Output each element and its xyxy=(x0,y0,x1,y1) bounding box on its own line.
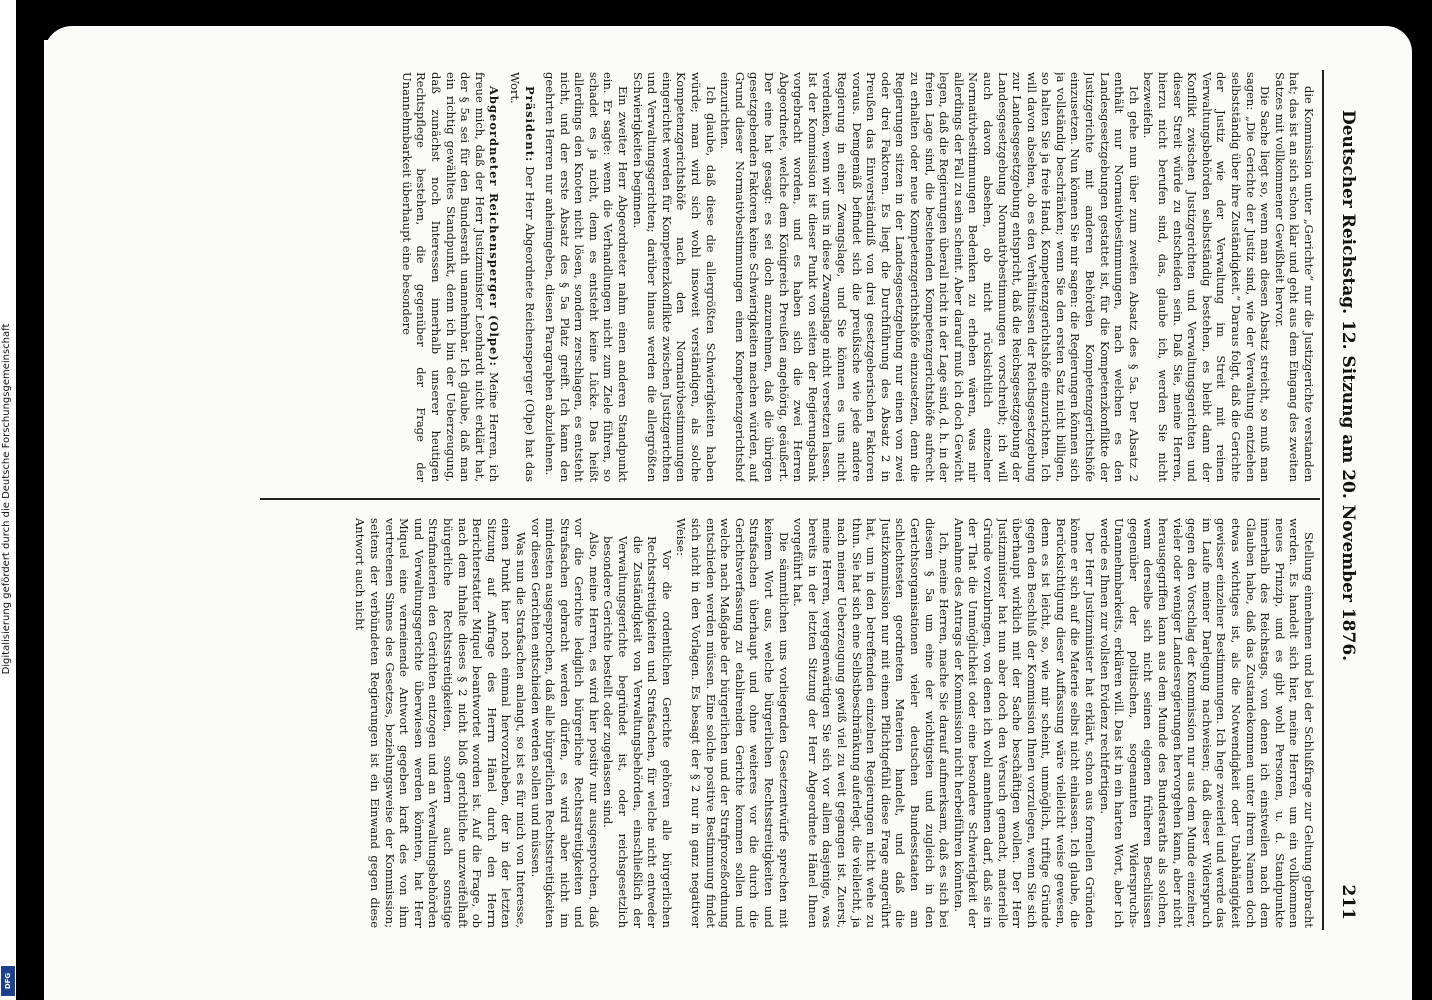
digitization-note: Digitalisierung gefördert durch die Deutsche Forschungsgemeinschaft xyxy=(1,323,12,675)
digitization-footer xyxy=(0,0,16,1000)
speaker-paragraph xyxy=(507,72,536,482)
speaker-name: Abgeordneter Reichensperger (Olpe): xyxy=(487,86,502,367)
paragraph: die Kommission unter „Gerichte“ nur die Justizgerichte verstanden hat; das ist an sich schon klar und geht aus dem Eingang des zweiten Satzes mit vollkommener Gewißheit hervor. xyxy=(1272,72,1316,482)
text-column-right xyxy=(116,518,1316,928)
paragraph: Die sämmtlichen uns vorliegenden Gesetzentwürfe sprechen mit keinem Wort aus, welche bürgerlichen Rechtsstreitigkeiten und Strafsachen überhaupt und ohne weiteres vor die durch die Gerichtsverfassung zu etablirenden Gerichte kommen sollen und welche nach Maßgabe der bürgerlichen und der Strafprozeßordnung entschieden werden müssen. Eine solche positive Bestimmung findet sich nicht in den Vorlagen. Es besagt der § 2 nur in ganz negativer Weise: xyxy=(674,518,791,928)
paragraph: Ich gehe nun über zum zweiten Absatz des § 5a. Der Absatz 2 enthält nur Normativbestimmungen, nach welchen es den Landesgesetzgebungen gestattet ist, für die Kompetenzkonflikte der Justizgerichte mit anderen Behörden Kompetenzgerichtshöfe einzusetzen. Nun können Sie mir sagen: die Regierungen können sich ja vollständig beschränken; wenn Sie den ersten Satz nicht billigen, so halten Sie ja freie Hand, Kompetenzgerichtshöfe einzurichten. Ich will davon absehen, ob es den Verhältnissen der Reichsgesetzgebung zur Landesgesetzgebung entspricht, daß die Reichsgesetzgebung der Landesgesetzgebung Normativbestimmungen vorschreibt; ich will auch davon absehen, ob nicht rücksichtlich einzelner Normativbestimmungen Bedenken zu erheben wären, was mir allerdings der Fall zu sein scheint. Aber darauf muß ich doch Gewicht legen, daß die Regierungen überall nicht in der Lage sind, d. h. in der freien Lage sind, die bestehenden Kompetenzgerichtshöfe aufrecht zu erhalten oder neue Kompetenzgerichtshöfe einzusetzen, denn die Regierungen sitzen in der Landesgesetzgebung nur einen von zwei oder drei Faktoren. Es liegt die Durchführung des Absatz 2 in Preußen das Einverständniß von drei gesetzgeberischen Faktoren voraus. Demgemäß befindet sich die preußische wie jede andere Regierung in einer Zwangslage, und Sie können es uns nicht verdenken, wenn wir uns in diese Zwangslage nicht versetzen lassen. Ist der Kommission ist dieser Punkt von seiten der Regierungsbank vorgebracht worden, und es haben sich die zwei Herren Abgeordnete, welche dem Königreich Preußen angehörig, geäußert. Der eine hat gesagt: es sei doch anzunehmen, daß die übrigen gesetzgebenden Faktoren keine Schwierigkeiten machen würden, auf Grund dieser Normativbestimmungen einen Kompetenzgerichtshof einzurichten. xyxy=(718,72,1141,482)
speaker-name: Präsident: xyxy=(522,86,537,163)
column-divider xyxy=(260,498,1320,500)
header-rule xyxy=(1322,70,1324,930)
header-title: Deutscher Reichstag. 12. Sitzung am 20. November 1876. xyxy=(1338,110,1358,662)
speaker-paragraph xyxy=(399,72,501,482)
paragraph: Ich glaube, daß diese die allergrößten Schwierigkeiten haben würde; man wird sich wohl insoweit verständigen, als solche Kompetenzgerichtshöfe nach den Normativbestimmungen eingerichtet werden für Kompetenzkonflikte zwischen Justizgerichten und Verwaltungsgerichten; darüber hinaus werden die allergrößten Schwierigkeiten beginnen. xyxy=(630,72,718,482)
paragraph: Die Sache liegt so, wenn man diesen Absatz streicht, so muß man sagen: „Die Gerichte der Justiz sind, wie der Verwaltung entziehen selbstständig über ihre Zuständigkeit.“ Daraus folgt, daß die Gerichte der Justiz wie der Verwaltung im Streit mit reinen Verwaltungsbehörden selbstständig bestehen, es bleibt dann der Konflikt zwischen Justizgerichten und Verwaltungsgerichten und dieser Streit würde zu entscheiden sein. Daß Sie, meine Herren, hierzu nicht berufen sind, das, glaube ich, werden Sie nicht bezweifeln. xyxy=(1141,72,1273,482)
paragraph: Was nun die Strafsachen anlangt, so ist es für mich von Interesse, einen Punkt hier noch einmal hervorzuheben, der in der letzten Sitzung auf Anfrage des Herrn Hänel durch den Herrn Berichterstatter Miquel beantwortet worden ist. Auf die Frage, ob nach dem Inhalte dieses § 2 nicht bloß gerichtliche unzweifelhaft bürgerliche Rechtsstreitigkeiten, sondern auch sonstige Strafmaterien den Gerichten entzogen und an Verwaltungsbehörden und Verwaltungsgerichte überwiesen werden könnten, hat Herr Miquel eine verneinende Antwort gegeben kraft des von ihm vertretenen Sinnes des Gesetzes, beziehungsweise der Kommission; seitens der verbündeten Regierungen ist ein Einwand gegen diese Antwort auch nicht xyxy=(353,518,528,928)
quoted-paragraph: Vor die ordentlichen Gerichte gehören alle bürgerlichen Rechtsstreitigkeiten und Strafsachen, für welche nicht entweder die Zuständigkeit von Verwaltungsbehörden, einschließlich der Verwaltungsgerichte begründet ist, oder reichsgesetzlich besondere Gerichte bestellt oder zugelassen sind. xyxy=(601,536,674,928)
speech-text: Der Herr Abgeordnete Reichensperger (Olpe) hat das Wort. xyxy=(507,72,537,482)
paragraph: Der Herr Justizminister hat erklärt, schon aus formellen Gründen könne er sich auf die Materie selbst nicht einlassen. Ich glaube, die Berücksichtigung dieser Auffassung wäre vielleicht weise gewesen, denn es ist leicht, so, wie mir scheint, unmöglich, triftige Gründe gegen den Beschluß der Kommission Ihnen vorzulegen, wenn Sie sich überhaupt wirklich mit der Sache beschäftigen wollen. Der Herr Justizminister hat nun aber doch den Versuch gemacht, materielle Gründe vorzubringen, von denen ich wohl annehmen darf, daß sie in der That die Unmöglichkeit oder eine besondere Schwierigkeit der Annahme des Antrags der Kommission nicht herbeiführen könnten. xyxy=(951,518,1098,928)
running-header xyxy=(1328,50,1358,950)
paragraph: Ein zweiter Herr Abgeordneter nahm einen anderen Standpunkt ein. Er sagte: wenn die Verhandlungen nicht zum Ziele führen, so schadet es ja nicht, denn es entsteht keine Lücke. Das heißt allerdings den Knoten nicht lösen, sondern zerschlagen, es entsteht nicht, und der erste Absatz des § 5a Platz greift. Ich kann den geehrten Herren nur anheimgeben, diesen Paragraphen abzulehnen. xyxy=(543,72,631,482)
page-number: 211 xyxy=(1338,884,1358,920)
dfg-logo: DFG xyxy=(1,966,15,996)
paragraph: Also, meine Herren, es wird hier positiv nur ausgesprochen, daß vor die Gerichte lediglich bürgerliche Rechtsstreitigkeiten und Strafsachen gebracht werden dürfen, es wird aber nicht im mindesten ausgesprochen, daß alle bürgerlichen Rechtsstreitigkeiten vor diesen Gerichten entschieden werden sollen und müssen. xyxy=(528,518,601,928)
page-content xyxy=(86,50,1376,950)
paragraph: Ich, meine Herren, mache Sie darauf aufmerksam, daß es sich bei diesem § 5a um eine der wichtigsten und zugleich in den Gerichtsorganisationen vieler deutschen Bundesstaaten am schlechtesten geordneten Materien handelt, und daß die Justizkommission nur mit einem Pflichtgefühl diese Frage angerührt hat, um in den betreffenden einzelnen Regierungen nicht wehe zu thun. Sie hat sich eine Selbstbeschränkung auferlegt, die vielleicht, ja nach meiner Ueberzeugung gewiß viel zu weit gegangen ist. Zuerst, meine Herren, vergegenwärtigen Sie sich vor allem dasjenige, was bereits in der letzten Sitzung der Herr Abgeordnete Hänel Ihnen vorgeführt hat. xyxy=(791,518,952,928)
text-column-left xyxy=(116,72,1316,482)
speech-text: Meine Herren, ich freue mich, daß der Herr Justizminister Leonhardt nicht erklärt hat, der § 5a sei für den Bundesrath unannehmbar. Ich glaube, daß man ein richtig gewähltes Standpunkt, denn ich bin der Ueberzeugung, daß zunächst noch Interessen innerhalb unserer heutigen Rechtspflege bestehen, die gegenüber der Frage der Unannehmbarkeit überhaupt eine besondere xyxy=(399,72,502,482)
paragraph: Stellung einnehmen und bei der Schlußfrage zur Geltung gebracht werden. Es handelt sich hier, meine Herren, um ein vollkommen neues Prinzip, und es gibt wohl Personen, u. d. Standpunkte innerhalb des Reichstags, von denen ich einstweilen nach dem Glauben habe, daß das Zustandekommen unter ihrem Namen doch etwas wichtiges ist, als die Notwendigkeit oder Unabhängigkeit gewisser einzelner Bestimmungen. Ich hege zweierlei und werde das im Laufe meiner Darlegung nachweisen; daß dieser Widerspruch gegen den Vorschlag der Kommission nur aus dem Munde einzelner, vieler oder weniger Landesregierungen hervorgehen kann, aber nicht herausgegriffen kann aus dem Munde des Bundesraths als solchen, wenn derselbe sich nicht seinen eigenen früheren Beschlüssen gegenüber der politischen, sogenannten Widerspruchs-Unannehmbarkeits, erklären will. Das ist in ein harten Wort, aber ich werde es Ihnen zur vollsten Evidenz rechtfertigen. xyxy=(1097,518,1316,928)
